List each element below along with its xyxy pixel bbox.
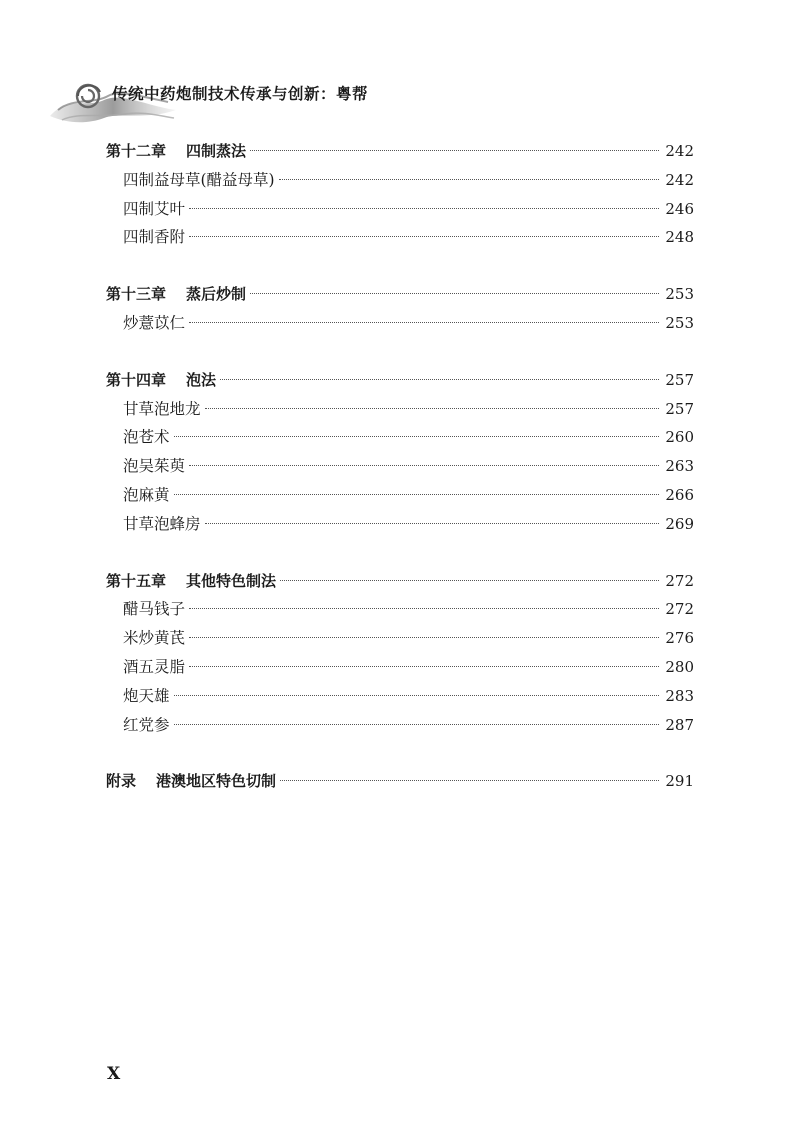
page-ref: 257 bbox=[665, 370, 694, 389]
chapter-number: 第十三章 bbox=[106, 285, 167, 304]
page-ref: 291 bbox=[665, 772, 694, 791]
toc-entry[interactable] bbox=[106, 510, 694, 539]
entry-title: 米炒黄芪 bbox=[123, 629, 186, 648]
entry-title: 甘草泡蜂房 bbox=[123, 514, 201, 533]
entry-title: 醋马钱子 bbox=[123, 600, 186, 619]
toc-entry[interactable] bbox=[106, 682, 694, 711]
toc-entry[interactable] bbox=[106, 309, 694, 338]
toc-entry[interactable] bbox=[106, 711, 694, 740]
chapter-title: 蒸后炒制 bbox=[186, 285, 247, 304]
table-of-contents bbox=[106, 137, 694, 824]
book-title: 传统中药炮制技术传承与创新：粤帮 bbox=[112, 85, 369, 103]
dot-leader bbox=[174, 724, 660, 725]
toc-entry[interactable] bbox=[106, 195, 694, 224]
dot-leader bbox=[174, 695, 660, 696]
dot-leader bbox=[189, 666, 659, 667]
chapter-heading[interactable] bbox=[106, 567, 694, 596]
dot-leader bbox=[189, 322, 659, 323]
toc-entry[interactable] bbox=[106, 653, 694, 682]
entry-title: 甘草泡地龙 bbox=[123, 399, 201, 418]
appendix-title: 港澳地区特色切制 bbox=[156, 772, 277, 791]
entry-title: 四制益母草(醋益母草) bbox=[123, 170, 275, 189]
toc-entry[interactable] bbox=[106, 481, 694, 510]
dot-leader bbox=[189, 637, 659, 638]
page-ref: 246 bbox=[665, 199, 694, 218]
toc-entry[interactable] bbox=[106, 624, 694, 653]
page-ref: 272 bbox=[665, 571, 694, 590]
entry-title: 炒薏苡仁 bbox=[123, 313, 186, 332]
dot-leader bbox=[174, 494, 660, 495]
page-ref: 272 bbox=[665, 600, 694, 619]
page-ref: 242 bbox=[665, 142, 694, 160]
toc-entry[interactable] bbox=[106, 166, 694, 195]
page-ref: 253 bbox=[665, 285, 694, 304]
dot-leader bbox=[205, 523, 660, 524]
toc-entry[interactable] bbox=[106, 395, 694, 424]
chapter-title: 泡法 bbox=[186, 370, 217, 389]
page-ref: 280 bbox=[665, 657, 694, 676]
entry-title: 泡吴茱萸 bbox=[123, 457, 186, 476]
toc-entry[interactable] bbox=[106, 423, 694, 452]
dot-leader bbox=[189, 608, 659, 609]
dot-leader bbox=[189, 465, 659, 466]
dot-leader bbox=[280, 580, 659, 581]
entry-title: 炮天雄 bbox=[123, 686, 170, 705]
entry-title: 泡麻黄 bbox=[123, 485, 170, 504]
page-ref: 283 bbox=[665, 686, 694, 705]
toc-chapter bbox=[106, 137, 694, 252]
page-ref: 248 bbox=[665, 228, 694, 247]
dot-leader bbox=[174, 436, 660, 437]
entry-title: 红党参 bbox=[123, 715, 170, 734]
page-ref: 253 bbox=[665, 313, 694, 332]
dot-leader bbox=[220, 379, 659, 380]
toc-chapter bbox=[106, 366, 694, 539]
page-ref: 276 bbox=[665, 629, 694, 648]
dot-leader bbox=[250, 150, 659, 151]
page-ref: 242 bbox=[665, 170, 694, 189]
dot-leader bbox=[280, 780, 659, 781]
dot-leader bbox=[189, 236, 659, 237]
page-ref: 260 bbox=[665, 428, 694, 447]
page-ref: 269 bbox=[665, 514, 694, 533]
chapter-heading[interactable] bbox=[106, 280, 694, 309]
chapter-number: 第十五章 bbox=[106, 571, 167, 590]
running-header bbox=[48, 66, 388, 130]
toc-chapter bbox=[106, 567, 694, 740]
toc-chapter bbox=[106, 280, 694, 338]
chapter-heading[interactable] bbox=[106, 137, 694, 166]
toc-entry[interactable] bbox=[106, 223, 694, 252]
page-ref: 257 bbox=[665, 399, 694, 418]
chapter-title: 四制蒸法 bbox=[186, 142, 247, 160]
toc-entry[interactable] bbox=[106, 452, 694, 481]
page-ref: 266 bbox=[665, 485, 694, 504]
chapter-title: 其他特色制法 bbox=[186, 571, 277, 590]
page-ref: 263 bbox=[665, 457, 694, 476]
page-number: X bbox=[107, 1064, 121, 1084]
dot-leader bbox=[189, 208, 659, 209]
entry-title: 泡苍术 bbox=[123, 428, 170, 447]
chapter-number: 第十二章 bbox=[106, 142, 167, 160]
entry-title: 四制艾叶 bbox=[123, 199, 186, 218]
toc-entry[interactable] bbox=[106, 595, 694, 624]
dot-leader bbox=[279, 179, 660, 180]
dot-leader bbox=[205, 408, 660, 409]
entry-title: 四制香附 bbox=[123, 228, 186, 247]
chapter-heading[interactable] bbox=[106, 366, 694, 395]
appendix-heading[interactable] bbox=[106, 767, 694, 796]
chapter-number: 第十四章 bbox=[106, 370, 167, 389]
appendix-label: 附录 bbox=[106, 772, 137, 791]
toc-chapter bbox=[106, 767, 694, 796]
entry-title: 酒五灵脂 bbox=[123, 657, 186, 676]
page-ref: 287 bbox=[665, 715, 694, 734]
dot-leader bbox=[250, 293, 659, 294]
